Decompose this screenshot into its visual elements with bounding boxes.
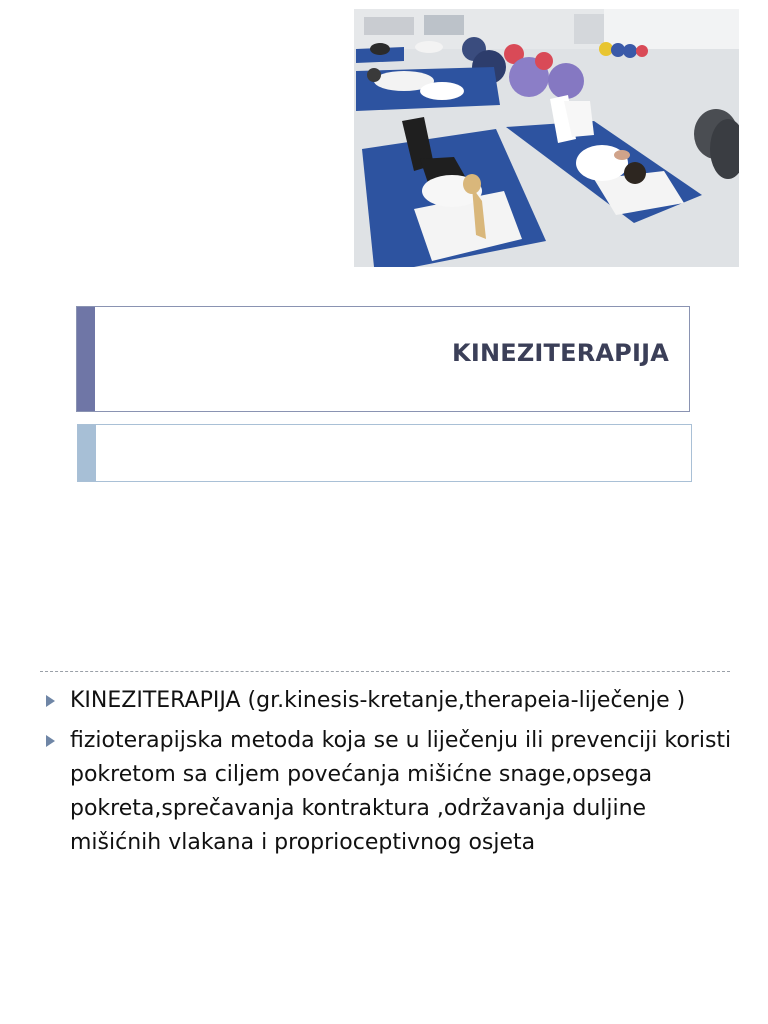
triangle-bullet-icon	[46, 735, 55, 747]
bullet-list	[44, 684, 734, 866]
bullet-text: KINEZITERAPIJA (gr.kinesis-kretanje,therapeia-liječenje )	[70, 688, 686, 713]
bullet-item	[44, 724, 734, 860]
photo-illustration	[354, 9, 739, 267]
photo-exercise-room	[354, 9, 739, 267]
title-placeholder	[76, 306, 690, 412]
content-separator	[40, 671, 730, 672]
bullet-item	[44, 684, 734, 718]
subtitle-placeholder	[77, 424, 692, 482]
triangle-bullet-icon	[46, 695, 55, 707]
bullet-text: fizioterapijska metoda koja se u liječenju ili prevenciji koristi pokretom sa ciljem povećanja mišićne snage,opsega pokreta,sprečavanja kontraktura ,održavanja duljine mišićnih vlakana i proprioceptivnog osjeta	[70, 728, 732, 855]
slide-title: KINEZITERAPIJA	[452, 339, 669, 367]
subtitle-accent-bar	[78, 425, 96, 481]
title-accent-bar	[77, 307, 95, 411]
